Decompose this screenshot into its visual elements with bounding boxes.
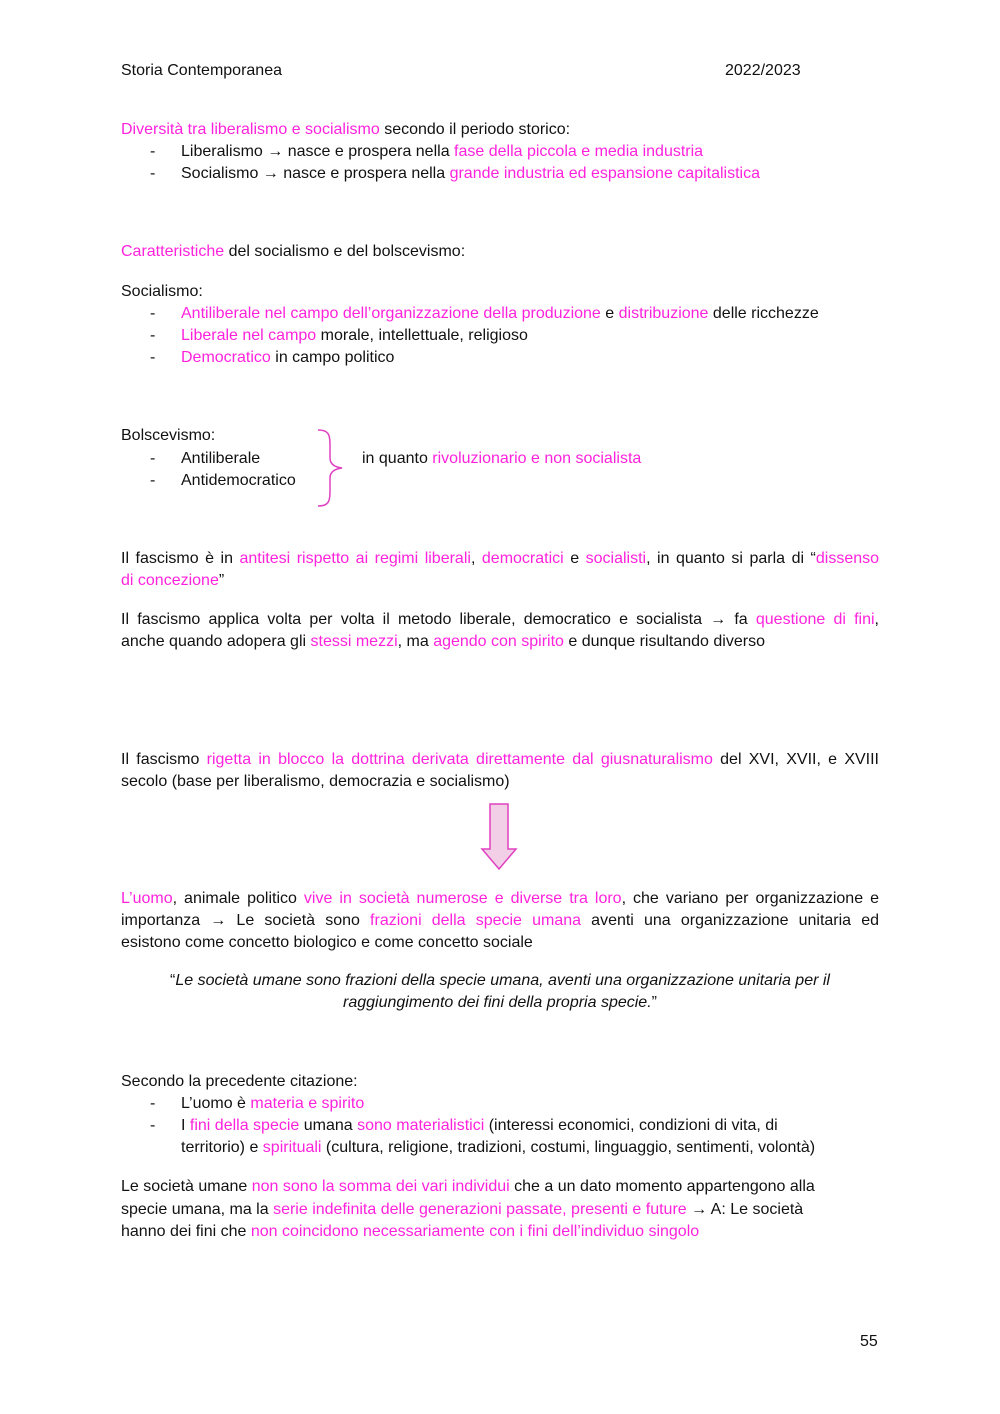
fascism-antithesis-line1: Il fascismo è in antitesi rispetto ai regimi liberali, democratici e socialisti, in quanto si parla di “dissenso: [121, 550, 880, 567]
human-societies-line2: specie umana, ma la serie indefinita delle generazioni passate, presenti e future → A: Le società: [121, 1201, 804, 1218]
plain-text: secondo il periodo storico:: [379, 121, 571, 138]
down-arrow-icon: [480, 803, 518, 871]
citation-heading: Secondo la precedente citazione:: [121, 1073, 358, 1090]
page-number: 55: [860, 1333, 878, 1350]
liberalism-socialism-intro: [121, 121, 570, 139]
list-item-antidemocratic: Antidemocratico: [181, 472, 296, 489]
list-bullet: -: [150, 327, 156, 344]
socialism-heading: Socialismo:: [121, 283, 203, 300]
header-academic-year: 2022/2023: [725, 62, 801, 79]
list-bullet: -: [150, 450, 156, 467]
quote-line2: raggiungimento dei fini della propria specie.”: [343, 994, 657, 1011]
fascism-antithesis-line2: di concezione”: [121, 572, 225, 589]
list-item-species-ends-cont: territorio) e spirituali (cultura, religione, tradizioni, costumi, linguaggio, sentimenti, volontà): [181, 1139, 816, 1156]
list-bullet: -: [150, 472, 156, 489]
list-item-species-ends: I fini della specie umana sono materialistici (interessi economici, condizioni di vita, di: [181, 1117, 778, 1134]
list-bullet: -: [150, 305, 156, 322]
man-society-line3: esistono come concetto biologico e come concetto sociale: [121, 934, 533, 951]
list-item-liberal: Liberale nel campo morale, intellettuale, religioso: [181, 327, 528, 344]
list-item-democratic: Democratico in campo politico: [181, 349, 395, 366]
list-item-liberalism: Liberalismo → nasce e prospera nella fase della piccola e media industria: [181, 143, 704, 160]
man-society-line1: L’uomo, animale politico vive in società numerose e diverse tra loro, che variano per organizzazione e: [121, 890, 880, 907]
human-societies-line3: hanno dei fini che non coincidono necessariamente con i fini dell’individuo singolo: [121, 1223, 700, 1240]
man-society-line2: importanza → Le società sono frazioni della specie umana aventi una organizzazione unitaria ed: [121, 912, 880, 929]
list-bullet: -: [150, 349, 156, 366]
list-bullet: -: [150, 1117, 156, 1134]
list-bullet: -: [150, 165, 156, 182]
characteristics-heading: Caratteristiche del socialismo e del bolscevismo:: [121, 243, 466, 260]
fascism-rejection-line2: secolo (base per liberalismo, democrazia e socialismo): [121, 773, 510, 790]
fascism-rejection-line1: Il fascismo rigetta in blocco la dottrina derivata direttamente dal giusnaturalismo del XVI, XVII, e XVIII: [121, 751, 880, 768]
fascism-method-line2: anche quando adopera gli stessi mezzi, ma agendo con spirito e dunque risultando diverso: [121, 633, 765, 650]
header-course-title: Storia Contemporanea: [121, 62, 282, 79]
list-item-antiliberal: Antiliberale nel campo dell’organizzazione della produzione e distribuzione delle ricchezze: [181, 305, 819, 322]
list-item-socialism: Socialismo → nasce e prospera nella grande industria ed espansione capitalistica: [181, 165, 760, 182]
highlight-text: Diversità tra liberalismo e socialismo: [121, 121, 380, 138]
bolshevism-note: in quanto rivoluzionario e non socialista: [362, 450, 642, 467]
list-bullet: -: [150, 1095, 156, 1112]
list-item-matter-spirit: L’uomo è materia e spirito: [181, 1095, 365, 1112]
curly-brace-icon: [314, 428, 350, 508]
human-societies-line1: Le società umane non sono la somma dei vari individui che a un dato momento appartengono alla: [121, 1178, 815, 1195]
bolshevism-heading: Bolscevismo:: [121, 427, 216, 444]
list-bullet: -: [150, 143, 156, 160]
list-item-antiliberal: Antiliberale: [181, 450, 261, 467]
fascism-method-line1: Il fascismo applica volta per volta il metodo liberale, democratico e socialista → fa questione di fini,: [121, 611, 879, 628]
quote-line1: “Le società umane sono frazioni della specie umana, aventi una organizzazione unitaria per il: [170, 972, 830, 989]
